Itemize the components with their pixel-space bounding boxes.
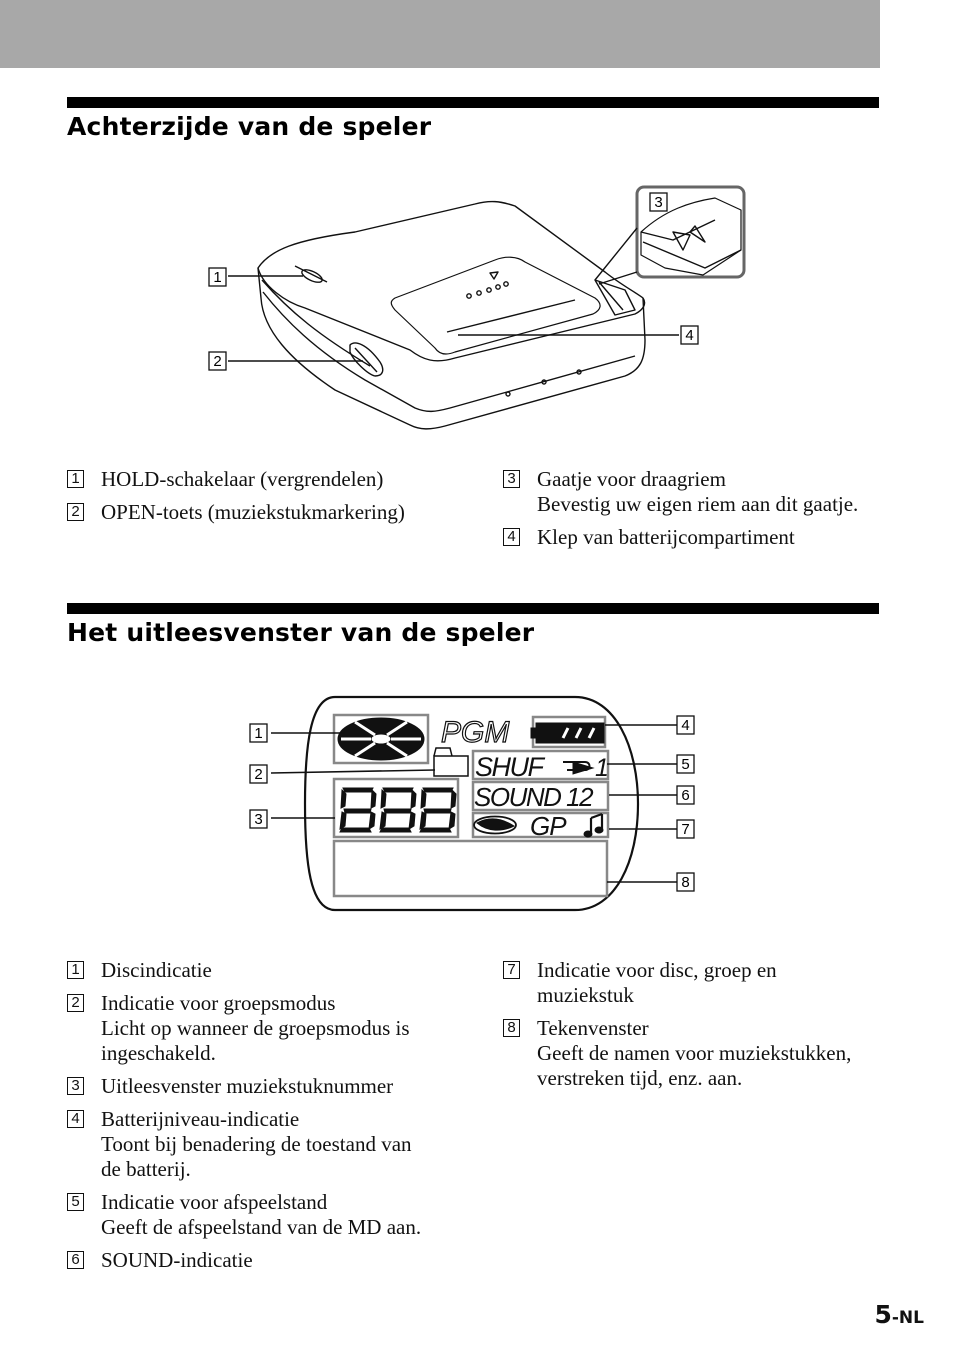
- list-item: 5 Indicatie voor afspeelstand Geeft de afspeelstand van de MD aan.: [67, 1190, 467, 1240]
- section-title-display: Het uitleesvenster van de speler: [67, 618, 535, 647]
- svg-text:5: 5: [681, 756, 690, 773]
- item-number: 5: [67, 1193, 84, 1211]
- section-rule: [67, 603, 879, 614]
- list-item: 7 Indicatie voor disc, groep en muziekstuk: [503, 958, 903, 1008]
- list-item: 3 Gaatje voor draagriem Bevestig uw eigen riem aan dit gaatje.: [503, 467, 903, 517]
- item-number: 7: [503, 961, 520, 979]
- list-item: 1 Discindicatie: [67, 958, 467, 983]
- callout-7: [677, 820, 694, 838]
- svg-text:3: 3: [254, 811, 263, 828]
- section-title-back: Achterzijde van de speler: [67, 112, 432, 141]
- track-number-digits: [340, 788, 456, 832]
- list-item: 8 Tekenvenster Geeft de namen voor muziekstukken, verstreken tijd, enz. aan.: [503, 1016, 903, 1091]
- svg-text:3: 3: [654, 194, 663, 211]
- shuf-indicator: SHUF: [475, 752, 543, 782]
- svg-text:8: 8: [681, 874, 690, 891]
- item-number: 6: [67, 1251, 84, 1269]
- display-window-illustration: [245, 692, 705, 917]
- list-item: 6 SOUND-indicatie: [67, 1248, 467, 1273]
- list-item: 3 Uitleesvenster muziekstuknummer: [67, 1074, 467, 1099]
- page-number: 5-NL: [874, 1300, 924, 1329]
- callout-4: [677, 716, 694, 734]
- svg-text:1: 1: [254, 725, 263, 742]
- item-number: 4: [503, 528, 520, 546]
- list-item: 2 OPEN-toets (muziekstukmarkering): [67, 500, 487, 525]
- repeat-one-indicator: 1: [595, 754, 609, 782]
- player-back-illustration: [195, 180, 755, 435]
- callout-4: [681, 326, 698, 344]
- legend-list-back-right: [503, 467, 903, 558]
- legend-list-back-left: [67, 467, 487, 533]
- callout-5: [677, 755, 694, 773]
- svg-text:2: 2: [254, 766, 263, 783]
- item-number: 4: [67, 1110, 84, 1128]
- svg-text:6: 6: [681, 787, 690, 804]
- callout-1: [209, 268, 226, 286]
- item-number: 2: [67, 994, 84, 1012]
- callout-1: [250, 724, 267, 742]
- pgm-indicator: PGM: [441, 716, 510, 749]
- header-band: [0, 0, 880, 68]
- svg-text:4: 4: [685, 327, 694, 344]
- item-number: 3: [67, 1077, 84, 1095]
- callout-3: [250, 810, 267, 828]
- svg-text:7: 7: [681, 821, 690, 838]
- list-item: 4 Klep van batterijcompartiment: [503, 525, 903, 550]
- sound-indicator: SOUND 12: [474, 782, 593, 812]
- item-number: 8: [503, 1019, 520, 1037]
- svg-text:2: 2: [213, 353, 222, 370]
- legend-list-display-right: [503, 958, 903, 1099]
- gp-indicator: GP: [530, 811, 566, 841]
- item-number: 1: [67, 961, 84, 979]
- callout-2: [250, 765, 267, 783]
- callout-8: [677, 873, 694, 891]
- callout-6: [677, 786, 694, 804]
- callout-2: [209, 352, 226, 370]
- callout-labels-back: [209, 193, 698, 370]
- list-item: 4 Batterijniveau-indicatie Toont bij benadering de toestand van de batterij.: [67, 1107, 467, 1182]
- svg-text:4: 4: [681, 717, 690, 734]
- list-item: 1 HOLD-schakelaar (vergrendelen): [67, 467, 487, 492]
- callout-3: [650, 193, 667, 211]
- item-number: 1: [67, 470, 84, 488]
- list-item: 2 Indicatie voor groepsmodus Licht op wanneer de groepsmodus is ingeschakeld.: [67, 991, 467, 1066]
- item-number: 3: [503, 470, 520, 488]
- section-rule: [67, 97, 879, 108]
- item-number: 2: [67, 503, 84, 521]
- svg-text:1: 1: [213, 269, 222, 286]
- legend-list-display-left: [67, 958, 467, 1281]
